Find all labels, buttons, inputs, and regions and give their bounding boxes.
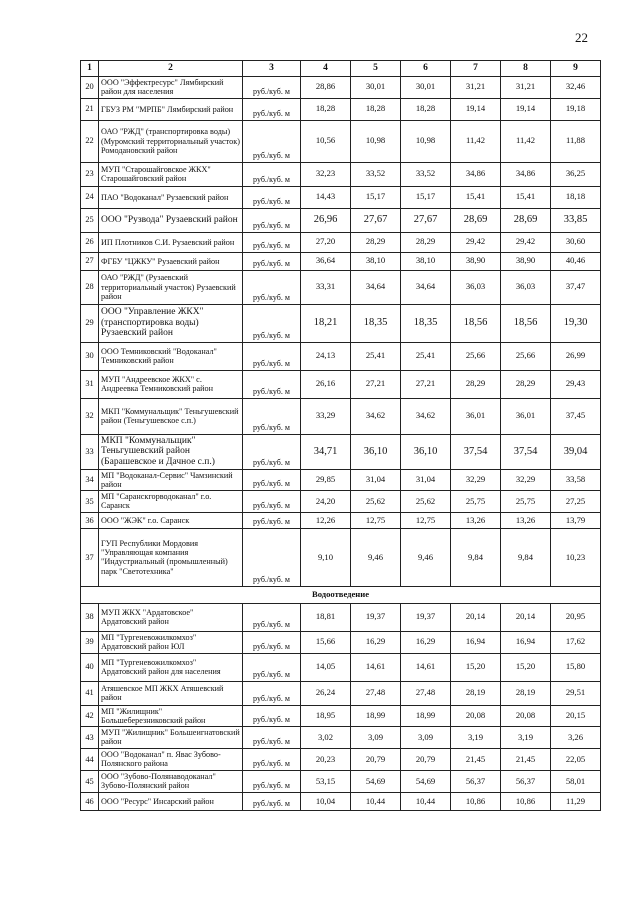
tariff-value: 15,20 [501,653,551,681]
tariff-value: 28,29 [401,232,451,252]
row-number: 31 [81,370,99,398]
tariff-value: 15,66 [301,631,351,653]
organization-name: ФГБУ "ЦЖКУ" Рузаевский район [99,252,243,270]
row-number: 43 [81,726,99,748]
organization-name: ГБУЗ РМ "МРПБ" Лямбирский район [99,98,243,120]
tariff-value: 40,46 [551,252,601,270]
row-number: 27 [81,252,99,270]
tariff-value: 34,71 [301,434,351,469]
tariff-value: 27,48 [401,681,451,705]
unit-cell: руб./куб. м [243,232,301,252]
section-row [81,586,601,603]
tariff-value: 29,51 [551,681,601,705]
row-number: 36 [81,512,99,528]
tariff-value: 29,85 [301,469,351,490]
page-number: 22 [575,30,588,45]
tariff-value: 18,18 [551,186,601,208]
tariff-value: 15,41 [501,186,551,208]
tariff-value: 25,75 [451,490,501,512]
row-number: 24 [81,186,99,208]
tariff-value: 36,10 [351,434,401,469]
table-row [81,792,601,810]
tariff-value: 18,56 [451,304,501,342]
table-row [81,98,601,120]
row-number: 33 [81,434,99,469]
tariff-value: 54,69 [351,770,401,792]
tariff-value: 28,29 [451,370,501,398]
col-header: 2 [99,61,243,77]
row-number: 42 [81,705,99,726]
header-row [81,61,601,77]
organization-name: ООО Темниковский "Водоканал" Темниковский район [99,342,243,370]
tariff-value: 32,46 [551,76,601,98]
tariff-value: 58,01 [551,770,601,792]
row-number: 38 [81,603,99,631]
tariff-value: 36,25 [551,162,601,186]
tariff-value: 10,56 [301,120,351,162]
tariff-value: 36,64 [301,252,351,270]
row-number: 32 [81,398,99,434]
tariff-value: 39,04 [551,434,601,469]
row-number: 37 [81,528,99,586]
tariff-value: 13,26 [501,512,551,528]
organization-name: МП "Тургеневожилкомхоз" Ардатовский район для населения [99,653,243,681]
row-number: 21 [81,98,99,120]
tariff-value: 34,86 [501,162,551,186]
tariff-value: 17,62 [551,631,601,653]
organization-name: ООО "Ресурс" Инсарский район [99,792,243,810]
table-row [81,603,601,631]
table-row [81,270,601,304]
tariff-value: 18,56 [501,304,551,342]
table-row [81,512,601,528]
tariff-value: 38,90 [501,252,551,270]
tariff-value: 31,21 [501,76,551,98]
organization-name: МУП "Старошайговское ЖКХ" Старошайговский район [99,162,243,186]
tariff-value: 32,23 [301,162,351,186]
tariff-value: 36,03 [451,270,501,304]
tariff-value: 38,90 [451,252,501,270]
tariff-value: 31,04 [401,469,451,490]
unit-cell: руб./куб. м [243,512,301,528]
table-body-water-supply [81,76,601,586]
unit-cell: руб./куб. м [243,748,301,770]
tariff-value: 12,26 [301,512,351,528]
tariff-value: 29,43 [551,370,601,398]
unit-cell: руб./куб. м [243,342,301,370]
row-number: 30 [81,342,99,370]
tariff-value: 13,26 [451,512,501,528]
table-row [81,120,601,162]
tariff-value: 27,48 [351,681,401,705]
col-header: 5 [351,61,401,77]
table-row [81,469,601,490]
tariff-value: 20,14 [501,603,551,631]
tariff-value: 26,24 [301,681,351,705]
col-header: 4 [301,61,351,77]
tariff-value: 10,98 [401,120,451,162]
unit-cell: руб./куб. м [243,270,301,304]
tariff-value: 10,23 [551,528,601,586]
tariff-value: 19,14 [501,98,551,120]
organization-name: ООО "Рузвода" Рузаевский район [99,208,243,232]
tariff-value: 34,62 [401,398,451,434]
tariff-value: 3,09 [401,726,451,748]
row-number: 20 [81,76,99,98]
row-number: 26 [81,232,99,252]
tariff-value: 24,13 [301,342,351,370]
tariff-value: 33,58 [551,469,601,490]
tariff-value: 15,17 [351,186,401,208]
organization-name: ОАО "РЖД" (транспортировка воды) (Муромский территориальный участок) Ромодановский район [99,120,243,162]
unit-cell: руб./куб. м [243,528,301,586]
table-row [81,748,601,770]
tariff-value: 36,03 [501,270,551,304]
tariff-value: 38,10 [351,252,401,270]
row-number: 35 [81,490,99,512]
tariff-value: 9,84 [451,528,501,586]
tariff-value: 26,96 [301,208,351,232]
table-row [81,528,601,586]
unit-cell: руб./куб. м [243,76,301,98]
organization-name: ООО "ЖЭК" г.о. Саранск [99,512,243,528]
organization-name: МКП "Коммунальщик" Теньгушевский район (Теньгушевское с.п.) [99,398,243,434]
tariff-value: 3,19 [501,726,551,748]
tariff-value: 26,16 [301,370,351,398]
col-header: 9 [551,61,601,77]
unit-cell: руб./куб. м [243,469,301,490]
unit-cell: руб./куб. м [243,705,301,726]
table-row [81,186,601,208]
table-row [81,631,601,653]
tariff-value: 25,66 [451,342,501,370]
tariff-value: 27,25 [551,490,601,512]
row-number: 41 [81,681,99,705]
tariff-value: 10,86 [451,792,501,810]
tariff-value: 19,37 [351,603,401,631]
table-row [81,304,601,342]
tariff-value: 20,14 [451,603,501,631]
organization-name: Атяшевское МП ЖКХ Атяшевский район [99,681,243,705]
tariff-value: 19,30 [551,304,601,342]
unit-cell: руб./куб. м [243,603,301,631]
tariff-value: 25,66 [501,342,551,370]
tariff-value: 30,01 [351,76,401,98]
tariff-value: 9,10 [301,528,351,586]
tariff-value: 14,43 [301,186,351,208]
tariff-value: 36,01 [451,398,501,434]
tariff-table [80,60,601,811]
table-row [81,342,601,370]
tariff-value: 20,95 [551,603,601,631]
tariff-value: 30,01 [401,76,451,98]
organization-name: ПАО "Водоканал" Рузаевский район [99,186,243,208]
unit-cell: руб./куб. м [243,120,301,162]
unit-cell: руб./куб. м [243,770,301,792]
tariff-value: 11,88 [551,120,601,162]
unit-cell: руб./куб. м [243,162,301,186]
row-number: 44 [81,748,99,770]
tariff-value: 18,99 [351,705,401,726]
tariff-value: 10,98 [351,120,401,162]
tariff-value: 10,04 [301,792,351,810]
tariff-value: 36,10 [401,434,451,469]
organization-name: МП "Водоканал-Сервис" Чамзинский район [99,469,243,490]
tariff-value: 37,54 [451,434,501,469]
unit-cell: руб./куб. м [243,186,301,208]
tariff-value: 29,42 [501,232,551,252]
table-row [81,653,601,681]
row-number: 34 [81,469,99,490]
tariff-value: 12,75 [401,512,451,528]
tariff-value: 21,45 [451,748,501,770]
tariff-value: 24,20 [301,490,351,512]
tariff-value: 20,08 [451,705,501,726]
tariff-value: 18,21 [301,304,351,342]
tariff-value: 37,45 [551,398,601,434]
tariff-value: 34,64 [401,270,451,304]
tariff-value: 11,29 [551,792,601,810]
tariff-value: 19,14 [451,98,501,120]
row-number: 25 [81,208,99,232]
table-row [81,770,601,792]
tariff-value: 25,41 [351,342,401,370]
tariff-value: 33,85 [551,208,601,232]
row-number: 45 [81,770,99,792]
unit-cell: руб./куб. м [243,681,301,705]
tariff-value: 3,09 [351,726,401,748]
tariff-value: 28,29 [351,232,401,252]
tariff-value: 18,99 [401,705,451,726]
tariff-value: 12,75 [351,512,401,528]
tariff-value: 26,99 [551,342,601,370]
organization-name: ООО "Зубово-Полянаводоканал" Зубово-Полянский район [99,770,243,792]
row-number: 39 [81,631,99,653]
section-title: Водоотведение [81,586,601,603]
row-number: 29 [81,304,99,342]
tariff-value: 15,80 [551,653,601,681]
tariff-value: 20,15 [551,705,601,726]
table-body-sewerage [81,603,601,810]
tariff-value: 54,69 [401,770,451,792]
row-number: 22 [81,120,99,162]
unit-cell: руб./куб. м [243,304,301,342]
tariff-value: 14,61 [401,653,451,681]
tariff-value: 36,01 [501,398,551,434]
tariff-value: 33,52 [401,162,451,186]
tariff-value: 9,84 [501,528,551,586]
col-header: 8 [501,61,551,77]
unit-cell: руб./куб. м [243,252,301,270]
tariff-value: 28,86 [301,76,351,98]
tariff-value: 31,04 [351,469,401,490]
tariff-value: 18,35 [351,304,401,342]
table-row [81,76,601,98]
tariff-value: 11,42 [451,120,501,162]
table-row [81,726,601,748]
tariff-value: 20,79 [351,748,401,770]
tariff-value: 15,41 [451,186,501,208]
unit-cell: руб./куб. м [243,726,301,748]
tariff-value: 33,52 [351,162,401,186]
table-row [81,162,601,186]
tariff-value: 3,19 [451,726,501,748]
unit-cell: руб./куб. м [243,653,301,681]
tariff-value: 16,29 [351,631,401,653]
unit-cell: руб./куб. м [243,631,301,653]
tariff-value: 27,67 [351,208,401,232]
organization-name: ООО "Водоканал" п. Явас Зубово-Полянского района [99,748,243,770]
unit-cell: руб./куб. м [243,434,301,469]
table-row [81,252,601,270]
unit-cell: руб./куб. м [243,398,301,434]
tariff-value: 21,45 [501,748,551,770]
tariff-value: 25,62 [351,490,401,512]
tariff-value: 34,62 [351,398,401,434]
tariff-value: 10,44 [351,792,401,810]
tariff-value: 18,95 [301,705,351,726]
table-row [81,370,601,398]
tariff-value: 56,37 [501,770,551,792]
table-row [81,705,601,726]
tariff-value: 16,29 [401,631,451,653]
tariff-value: 33,31 [301,270,351,304]
organization-name: ГУП Республики Мордовия "Управляющая компания "Индустриальный (промышленный) парк "Светотехника" [99,528,243,586]
tariff-value: 34,86 [451,162,501,186]
tariff-value: 28,69 [451,208,501,232]
tariff-value: 18,28 [401,98,451,120]
row-number: 40 [81,653,99,681]
tariff-value: 28,19 [501,681,551,705]
organization-name: МП "Жилищник" Большеберезниковский район [99,705,243,726]
tariff-value: 18,81 [301,603,351,631]
tariff-value: 27,20 [301,232,351,252]
tariff-value: 16,94 [451,631,501,653]
tariff-value: 37,54 [501,434,551,469]
tariff-value: 31,21 [451,76,501,98]
tariff-value: 16,94 [501,631,551,653]
tariff-value: 9,46 [351,528,401,586]
tariff-value: 10,44 [401,792,451,810]
tariff-value: 22,05 [551,748,601,770]
organization-name: МП "Саранскгорводоканал" г.о. Саранск [99,490,243,512]
row-number: 46 [81,792,99,810]
table-row [81,208,601,232]
unit-cell: руб./куб. м [243,370,301,398]
organization-name: МУП ЖКХ "Ардатовское" Ардатовский район [99,603,243,631]
tariff-value: 27,67 [401,208,451,232]
organization-name: ОАО "РЖД" (Рузаевский территориальный участок) Рузаевский район [99,270,243,304]
table-row [81,434,601,469]
tariff-value: 14,05 [301,653,351,681]
tariff-value: 11,42 [501,120,551,162]
tariff-value: 30,60 [551,232,601,252]
tariff-value: 33,29 [301,398,351,434]
organization-name: МКП "Коммунальщик" Теньгушевский район (Барашевское и Дачное с.п.) [99,434,243,469]
tariff-value: 25,62 [401,490,451,512]
col-header: 6 [401,61,451,77]
tariff-value: 15,20 [451,653,501,681]
tariff-value: 18,35 [401,304,451,342]
tariff-value: 19,37 [401,603,451,631]
tariff-value: 18,28 [351,98,401,120]
tariff-value: 28,69 [501,208,551,232]
tariff-value: 28,29 [501,370,551,398]
tariff-value: 13,79 [551,512,601,528]
col-header: 7 [451,61,501,77]
row-number: 28 [81,270,99,304]
tariff-value: 53,15 [301,770,351,792]
tariff-value: 3,26 [551,726,601,748]
tariff-value: 9,46 [401,528,451,586]
tariff-value: 37,47 [551,270,601,304]
organization-name: ООО "Управление ЖКХ" (транспортировка воды) Рузаевский район [99,304,243,342]
tariff-value: 14,61 [351,653,401,681]
table-row [81,232,601,252]
col-header: 1 [81,61,99,77]
tariff-value: 18,28 [301,98,351,120]
unit-cell: руб./куб. м [243,208,301,232]
tariff-value: 34,64 [351,270,401,304]
table-row [81,398,601,434]
unit-cell: руб./куб. м [243,490,301,512]
col-header: 3 [243,61,301,77]
tariff-value: 19,18 [551,98,601,120]
tariff-value: 15,17 [401,186,451,208]
tariff-value: 3,02 [301,726,351,748]
tariff-value: 20,23 [301,748,351,770]
table-row [81,681,601,705]
tariff-value: 10,86 [501,792,551,810]
tariff-value: 25,41 [401,342,451,370]
organization-name: МП "Тургеневожилкомхоз" Ардатовский район ЮЛ [99,631,243,653]
unit-cell: руб./куб. м [243,98,301,120]
organization-name: МУП "Андреевское ЖКХ" с. Андреевка Темниковский район [99,370,243,398]
tariff-value: 27,21 [351,370,401,398]
tariff-value: 32,29 [451,469,501,490]
organization-name: ООО "Эффектресурс" Лямбирский район для населения [99,76,243,98]
organization-name: МУП "Жилищник" Большеигнатовский район [99,726,243,748]
tariff-value: 20,79 [401,748,451,770]
tariff-value: 38,10 [401,252,451,270]
tariff-value: 27,21 [401,370,451,398]
organization-name: ИП Плотников С.И. Рузаевский район [99,232,243,252]
tariff-value: 28,19 [451,681,501,705]
tariff-value: 29,42 [451,232,501,252]
tariff-value: 20,08 [501,705,551,726]
unit-cell: руб./куб. м [243,792,301,810]
tariff-value: 25,75 [501,490,551,512]
tariff-value: 56,37 [451,770,501,792]
row-number: 23 [81,162,99,186]
tariff-value: 32,29 [501,469,551,490]
table-row [81,490,601,512]
